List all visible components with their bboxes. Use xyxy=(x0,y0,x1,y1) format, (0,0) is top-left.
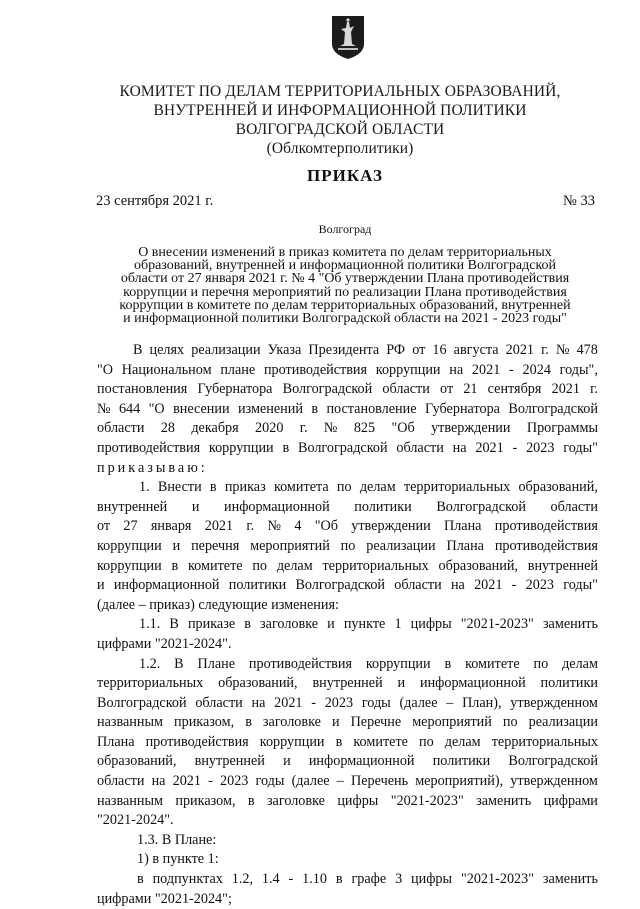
word: (далее xyxy=(399,694,438,711)
word: коррупции xyxy=(259,733,325,750)
word: названным xyxy=(97,792,163,809)
word: области xyxy=(382,381,430,398)
word: внесении xyxy=(173,400,230,417)
paragraph-line xyxy=(97,341,598,361)
word: 1.1. xyxy=(139,616,161,633)
word: Программы xyxy=(526,420,598,437)
word: территориальных xyxy=(322,557,429,574)
paragraph-line xyxy=(97,380,598,400)
word: "Об xyxy=(314,518,338,535)
word: образований, xyxy=(218,675,298,692)
word: Внести xyxy=(157,479,202,496)
paragraph-line xyxy=(97,557,598,577)
word: Губернатора xyxy=(197,381,273,398)
word: г. xyxy=(299,420,308,437)
word: и xyxy=(172,537,181,554)
word: и xyxy=(397,675,406,692)
word: в xyxy=(245,714,252,731)
paragraph-item-1-3 xyxy=(97,831,598,851)
paragraph-line xyxy=(97,772,598,792)
line-text: цифрами "2021-2024"; xyxy=(97,890,232,907)
paragraph-line xyxy=(97,890,598,909)
word: делам xyxy=(276,557,313,574)
word: коррупции xyxy=(375,361,441,378)
document-body xyxy=(97,341,598,909)
word: г. xyxy=(246,518,255,535)
word: в xyxy=(247,792,255,809)
word: в xyxy=(282,439,290,456)
word: (далее xyxy=(291,773,330,790)
word: плане xyxy=(220,361,256,378)
word: Указа xyxy=(267,342,302,358)
word: 1 xyxy=(394,616,402,633)
organization-header xyxy=(80,82,600,158)
document-number: № 33 xyxy=(563,193,595,209)
word: декабря xyxy=(191,420,239,437)
word: № xyxy=(267,518,282,535)
header-line-1: КОМИТЕТ ПО ДЕЛАМ ТЕРРИТОРИАЛЬНЫХ ОБРАЗОВАНИЙ, xyxy=(119,83,561,100)
paragraph-item-1-2 xyxy=(97,655,598,812)
word: утверждении xyxy=(431,420,511,437)
paragraph-line xyxy=(97,713,598,733)
word: внутренней xyxy=(97,498,168,515)
word: годы", xyxy=(559,361,598,378)
word: в xyxy=(311,400,319,417)
word: внутренней xyxy=(527,557,598,574)
line-text: приказываю: xyxy=(97,459,208,476)
word: Плане xyxy=(197,655,236,672)
word: 1.2. xyxy=(139,655,161,672)
paragraph-item-1-1 xyxy=(97,615,598,635)
word: 2021 xyxy=(204,518,234,535)
document-title xyxy=(100,246,590,325)
title-line-3: области от 27 января 2021 г. № 4 "Об утверждении Плана противодействия xyxy=(120,271,570,287)
document-city: Волгоград xyxy=(318,222,372,236)
volgograd-coat-of-arms-icon xyxy=(330,14,366,60)
paragraph-subitems xyxy=(97,870,598,890)
word: приказом, xyxy=(175,792,236,809)
line-text: (далее – приказ) следующие изменения: xyxy=(97,596,339,613)
word: Волгоградской xyxy=(508,400,598,417)
word: постановление xyxy=(326,400,417,417)
word: 2023 xyxy=(526,439,555,456)
word: комитете xyxy=(188,557,243,574)
word: коррупции xyxy=(97,557,162,574)
word: в xyxy=(444,655,452,672)
word: РФ xyxy=(386,342,406,358)
word: Перечне xyxy=(350,714,402,731)
word: коррупции xyxy=(208,439,274,456)
word: – xyxy=(336,773,344,790)
paragraph-item-1-3-1 xyxy=(97,850,598,870)
word: годы xyxy=(361,694,391,711)
word: 27 xyxy=(123,518,138,535)
word: постановления xyxy=(97,381,188,398)
word: и xyxy=(327,616,335,633)
word: утверждении xyxy=(351,518,431,535)
paragraph-line xyxy=(97,459,598,479)
paragraph-line xyxy=(97,537,598,557)
word: 21 xyxy=(463,381,478,398)
word: цифрами xyxy=(543,792,598,809)
word: делам xyxy=(444,733,481,750)
word: подпунктах xyxy=(152,871,223,888)
word: заголовке xyxy=(266,792,325,809)
paragraph-line xyxy=(97,655,598,675)
word: 1. xyxy=(139,479,150,496)
word: приказ xyxy=(224,479,266,496)
word: комитете xyxy=(353,733,408,750)
word: заменить xyxy=(542,871,598,888)
word: - xyxy=(288,871,294,888)
line-text: 1.3. В Плане: xyxy=(137,831,217,848)
paragraph-line xyxy=(97,811,598,831)
word: заголовке xyxy=(262,714,321,731)
document-date: 23 сентября 2021 г. xyxy=(96,193,214,209)
word: области xyxy=(396,439,444,456)
word: 1.4 xyxy=(261,871,280,888)
word: цифры xyxy=(411,871,453,888)
word: 2023 xyxy=(525,577,555,594)
word: утвержденном xyxy=(510,694,598,711)
word: 2021 xyxy=(172,773,201,790)
title-line-2: образований, внутренней и информационной политики Волгоградской xyxy=(133,258,557,274)
word: В xyxy=(133,342,143,358)
word: приказе xyxy=(187,616,236,633)
word: "О xyxy=(97,361,114,378)
header-line-2: ВНУТРЕННЕЙ И ИНФОРМАЦИОННОЙ ПОЛИТИКИ xyxy=(153,102,527,119)
word: реализации xyxy=(528,714,598,731)
word: области xyxy=(195,694,243,711)
word: 644 xyxy=(118,400,141,417)
word: - xyxy=(311,694,316,711)
word: в xyxy=(335,733,343,750)
word: заголовке xyxy=(260,616,319,633)
word: 28 xyxy=(160,420,175,437)
word: 2021 xyxy=(505,342,535,358)
paragraph-line xyxy=(97,615,598,635)
word: мероприятий), xyxy=(415,773,504,790)
word: коррупции xyxy=(365,655,431,672)
word: территориальных xyxy=(491,733,598,750)
word: коррупции xyxy=(97,537,162,554)
word: графе xyxy=(351,871,387,888)
word: "2021-2023" xyxy=(460,871,535,888)
title-line-6: и информационной политики Волгоградской области на 2021 - 2023 годы" xyxy=(123,311,567,327)
word: План), xyxy=(462,694,502,711)
word: образований, xyxy=(97,753,177,770)
word: в xyxy=(209,479,217,496)
word: на xyxy=(452,439,467,456)
title-line-1: О внесении изменений в приказ комитета по делам территориальных xyxy=(138,245,552,260)
paragraph-line xyxy=(97,752,598,772)
document-type: ПРИКАЗ xyxy=(307,166,383,185)
word: утвержденном xyxy=(510,773,598,790)
paragraph-line xyxy=(97,694,598,714)
word: мероприятий xyxy=(250,537,330,554)
word: Волгоградской xyxy=(508,753,598,770)
word: противодействия xyxy=(97,439,201,456)
word: 1.2, xyxy=(231,871,254,888)
word: г. xyxy=(590,381,598,398)
word: Волгоградской xyxy=(282,381,373,398)
word: по xyxy=(533,655,549,672)
word: сентября xyxy=(487,381,542,398)
word: Волгоградской xyxy=(297,439,388,456)
word: и xyxy=(191,498,200,515)
paragraph-line xyxy=(97,635,598,655)
paragraph-line xyxy=(97,596,598,616)
header-line-4: (Облкомтерполитики) xyxy=(266,140,414,157)
word: 2024 xyxy=(522,361,551,378)
word: "2021-2023" xyxy=(460,616,534,633)
word: по xyxy=(336,479,352,496)
word: внутренней xyxy=(194,753,265,770)
word: 2021 xyxy=(474,577,503,594)
paragraph-item-1 xyxy=(97,478,598,596)
word: перечня xyxy=(191,537,240,554)
word: Президента xyxy=(308,342,380,358)
word: г. xyxy=(541,342,549,358)
word: заменить xyxy=(476,792,532,809)
paragraph-line xyxy=(97,361,598,381)
paragraph-line xyxy=(97,439,598,459)
word: противодействия xyxy=(263,361,368,378)
line-text: цифрами "2021-2024". xyxy=(97,635,232,652)
word: политики xyxy=(354,498,412,515)
word: - xyxy=(509,361,514,378)
word: № xyxy=(97,400,111,417)
word: - xyxy=(512,439,518,456)
word: 2021 xyxy=(551,381,580,398)
word: информационной xyxy=(113,577,220,594)
word: образований, xyxy=(438,557,518,574)
word: противодействия xyxy=(494,518,598,535)
word: 16 xyxy=(432,342,447,358)
paragraph-preamble xyxy=(97,341,598,459)
word: противодействия xyxy=(494,537,598,554)
word: Плана xyxy=(443,518,482,535)
word: 2021 xyxy=(475,439,504,456)
paragraph-line xyxy=(97,498,598,518)
word: и xyxy=(283,753,291,770)
word: области xyxy=(550,498,598,515)
word: политики xyxy=(432,753,491,770)
word: В xyxy=(174,655,184,672)
word: 825 xyxy=(353,420,376,437)
word: от xyxy=(440,381,454,398)
word: территориальных xyxy=(97,675,204,692)
word: "О xyxy=(148,400,165,417)
word: реализации xyxy=(191,342,261,358)
header-line-3: ВОЛГОГРАДСКОЙ ОБЛАСТИ xyxy=(235,121,445,138)
paragraph-line xyxy=(97,517,598,537)
word: политики xyxy=(540,675,598,692)
word: комитете xyxy=(465,655,520,672)
word: в xyxy=(137,871,144,888)
word: в xyxy=(335,871,343,888)
word: комитета xyxy=(273,479,329,496)
word: 3 xyxy=(395,871,403,888)
word: на xyxy=(151,773,166,790)
paragraph-line xyxy=(97,419,598,439)
word: в xyxy=(171,557,179,574)
word: 1.10 xyxy=(302,871,327,888)
paragraph-line xyxy=(97,733,598,753)
word: 2023 xyxy=(220,773,249,790)
word: – xyxy=(446,694,454,711)
word: № xyxy=(555,342,570,358)
word: делам xyxy=(562,655,598,672)
word: Перечень xyxy=(350,773,409,790)
line-text: "2021-2024". xyxy=(97,812,174,829)
word: на xyxy=(449,361,464,378)
word: образований, xyxy=(518,479,598,496)
word: информационной xyxy=(308,753,415,770)
word: № xyxy=(323,420,338,437)
paragraph-line xyxy=(97,576,598,596)
word: и xyxy=(331,714,340,731)
word: области xyxy=(97,420,145,437)
word: политики xyxy=(228,577,287,594)
word: и xyxy=(97,577,105,594)
word: целях xyxy=(149,342,185,358)
paragraph-line xyxy=(97,478,598,498)
word: цифры xyxy=(410,616,452,633)
word: 2020 xyxy=(255,420,284,437)
word: от xyxy=(412,342,426,358)
paragraph-line xyxy=(97,870,598,890)
word: противодействия xyxy=(248,655,352,672)
word: 2023 xyxy=(324,694,354,711)
word: В xyxy=(169,616,179,633)
word: Волгоградской xyxy=(436,498,526,515)
word: информационной xyxy=(224,498,330,515)
word: Волгоградской xyxy=(295,577,386,594)
word: по xyxy=(502,714,518,731)
word: заменить xyxy=(542,616,598,633)
word: - xyxy=(208,773,213,790)
word: Плана xyxy=(446,537,484,554)
word: 2021 xyxy=(274,694,303,711)
word: делам xyxy=(359,479,396,496)
word: Губернатора xyxy=(424,400,500,417)
word: противодействия xyxy=(145,733,249,750)
word: приказом, xyxy=(174,714,235,731)
word: "Об xyxy=(391,420,415,437)
paragraph-line xyxy=(97,400,598,420)
word: цифры xyxy=(337,792,379,809)
word: изменений xyxy=(238,400,303,417)
word: 2021 xyxy=(471,361,501,378)
word: Волгоградской xyxy=(97,694,187,711)
word: мероприятий xyxy=(412,714,492,731)
word: области xyxy=(97,773,145,790)
word: января xyxy=(150,518,192,535)
paragraph-line xyxy=(97,792,598,812)
word: 4 xyxy=(294,518,302,535)
word: по xyxy=(340,537,356,554)
word: реализации xyxy=(366,537,436,554)
word: названным xyxy=(97,714,163,731)
word: от xyxy=(97,518,111,535)
word: информационной xyxy=(419,675,526,692)
word: Национальном xyxy=(121,361,212,378)
word: территориальных xyxy=(403,479,511,496)
word: годы xyxy=(255,773,285,790)
word: на xyxy=(450,577,465,594)
word: области xyxy=(394,577,442,594)
word: годы" xyxy=(563,439,598,456)
title-line-5: коррупции в комитете по делам территориальных образований, внутренней xyxy=(119,297,571,313)
paragraph-line xyxy=(97,674,598,694)
title-line-4: коррупции и перечня мероприятий по реализации Плана противодействия xyxy=(123,284,567,300)
word: по xyxy=(252,557,268,574)
word: на xyxy=(251,694,266,711)
word: 478 xyxy=(576,342,598,358)
word: - xyxy=(511,577,517,594)
line-text: 1) в пункте 1: xyxy=(137,851,219,868)
word: "2021-2023" xyxy=(390,792,464,809)
word: годы" xyxy=(563,577,598,594)
word: пункте xyxy=(343,616,386,633)
word: августа xyxy=(453,342,499,358)
word: Плана xyxy=(97,733,135,750)
word: в xyxy=(244,616,251,633)
word: внутренней xyxy=(312,675,383,692)
word: по xyxy=(419,733,434,750)
